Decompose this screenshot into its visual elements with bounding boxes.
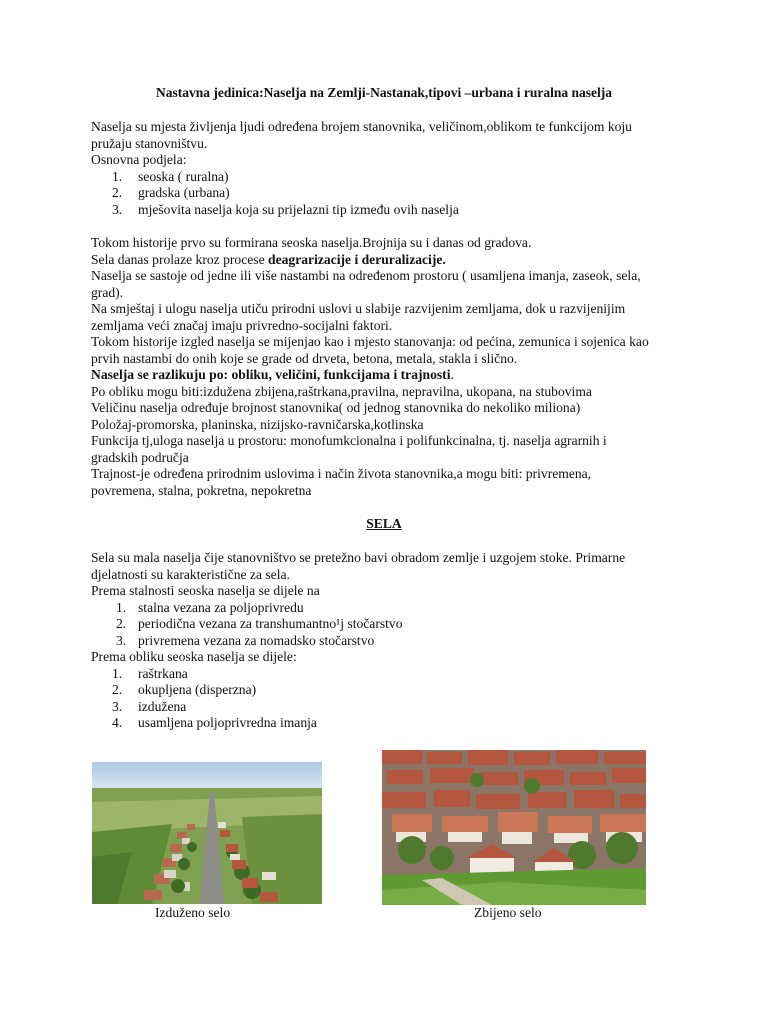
list-number: 2. xyxy=(112,682,123,697)
photo-compact-village xyxy=(382,750,646,905)
aerial-village-image xyxy=(92,762,322,904)
list-item xyxy=(91,682,691,699)
list-text: seoska ( ruralna) xyxy=(138,168,229,184)
paragraph-line: Po obliku mogu biti:izdužena zbijena,raštrkana,pravilna, nepravilna, ukopana, na stubovima xyxy=(91,383,592,399)
intro-section xyxy=(91,119,691,218)
paragraph-line: zemljama veći značaj imaju privredno-socijalni faktori. xyxy=(91,317,393,333)
sela-section xyxy=(91,550,691,732)
paragraph-line: prvih nastambi do onih koje se grade od drveta, betona, metala, stakla i slično. xyxy=(91,350,518,366)
list-item xyxy=(91,616,691,633)
paragraph-line: Veličinu naselja određuje brojnost stanovnika( od jednog stanovnika do nekoliko miliona) xyxy=(91,400,581,415)
list-number: 2. xyxy=(116,616,127,631)
paragraph-text: Sela danas prolaze kroz procese xyxy=(91,251,269,267)
section-heading-sela: SELA xyxy=(366,516,402,531)
caption-compact-village: Zbijeno selo xyxy=(474,905,542,920)
list-number: 4. xyxy=(112,715,123,730)
paragraph-line: grad). xyxy=(91,284,124,300)
list-number: 3. xyxy=(112,201,123,217)
list-item xyxy=(91,715,691,732)
paragraph-line: Sela su mala naselja čije stanovništvo se pretežno bavi obradom zemlje i uzgojem stoke. Primarne xyxy=(91,550,626,565)
paragraph-line: Funkcija tj,uloga naselja u prostoru: monofumkcionalna i polifunkcinalna, tj. naselja agrarnih i xyxy=(91,433,607,448)
list-item xyxy=(91,169,691,186)
paragraph-line: Na smještaj i ulogu naselja utiču prirodni uslovi u slabije razvijenim zemljama, dok u razvijenijim xyxy=(91,301,626,316)
list-text: privremena vezana za nomadsko stočarstvo xyxy=(138,632,375,648)
list-text: stalna vezana za poljoprivredu xyxy=(138,599,304,615)
list-item xyxy=(91,633,691,650)
list-text: usamljena poljoprivredna imanja xyxy=(138,715,317,730)
photo-elongated-village xyxy=(92,762,322,904)
page-title: Nastavna jedinica:Naselja na Zemlji-Nastanak,tipovi –urbana i ruralna naselja xyxy=(155,85,613,100)
list-number: 1. xyxy=(116,599,127,615)
list-text: okupljena (disperzna) xyxy=(138,682,257,697)
list-number: 3. xyxy=(112,698,123,714)
list-text: gradska (urbana) xyxy=(138,185,230,200)
compact-village-image xyxy=(382,750,646,905)
body-section xyxy=(91,235,691,499)
period: . xyxy=(450,367,454,382)
paragraph-line: gradskih područja xyxy=(91,449,189,465)
paragraph-line: Trajnost-je određena prirodnim uslovima i način života stanovnika,a mogu biti: privremena, xyxy=(91,466,592,481)
list-text: mješovita naselja koja su prijelazni tip između ovih naselja xyxy=(138,201,459,217)
list-item xyxy=(91,202,691,219)
list-item xyxy=(91,600,691,617)
list-text: raštrkana xyxy=(138,665,188,681)
list-text: izdužena xyxy=(138,698,187,714)
paragraph-line: Tokom historije prvo su formirana seoska naselja.Brojnija su i danas od gradova. xyxy=(91,235,532,250)
paragraph-line: Naselja se sastoje od jedne ili više nastambi na određenom prostoru ( usamljena imanja, zaseok, sela, xyxy=(91,268,641,283)
intro-line-1: Naselja su mjesta življenja ljudi određena brojem stanovnika, veličinom,oblikom te funkcijom koju xyxy=(91,119,632,134)
basic-division-label: Osnovna podjela: xyxy=(91,152,187,167)
paragraph-line: povremena, stalna, pokretna, nepokretna xyxy=(91,482,312,498)
list-item xyxy=(91,666,691,683)
paragraph-line: Položaj-promorska, planinska, nizijsko-ravničarska,kotlinska xyxy=(91,416,424,432)
paragraph-line: djelatnosti su karakteristične za sela. xyxy=(91,566,290,582)
list-item xyxy=(91,699,691,716)
list-item xyxy=(91,185,691,202)
permanence-intro: Prema stalnosti seoska naselja se dijele na xyxy=(91,583,320,598)
bold-term: deagrarizacije i deruralizacije. xyxy=(268,251,446,267)
list-number: 1. xyxy=(112,665,123,681)
paragraph-line: Tokom historije izgled naselja se mijenjao kao i mjesto stanovanja: od pećina, zemunica i sojenica kao xyxy=(91,334,649,349)
list-number: 2. xyxy=(112,185,123,200)
list-number: 3. xyxy=(116,632,127,648)
list-text: periodična vezana za transhumantno¹j stočarstvo xyxy=(138,616,403,631)
list-number: 1. xyxy=(112,168,123,184)
paragraph-line xyxy=(91,252,691,269)
shape-intro: Prema obliku seoska naselja se dijele: xyxy=(91,649,297,664)
paragraph-line xyxy=(91,367,691,384)
caption-elongated-village: Izduženo selo xyxy=(155,905,231,920)
bold-sentence: Naselja se razlikuju po: obliku, veličini, funkcijama i trajnosti xyxy=(91,367,451,382)
intro-line-2: pružaju stanovništvu. xyxy=(91,135,208,151)
